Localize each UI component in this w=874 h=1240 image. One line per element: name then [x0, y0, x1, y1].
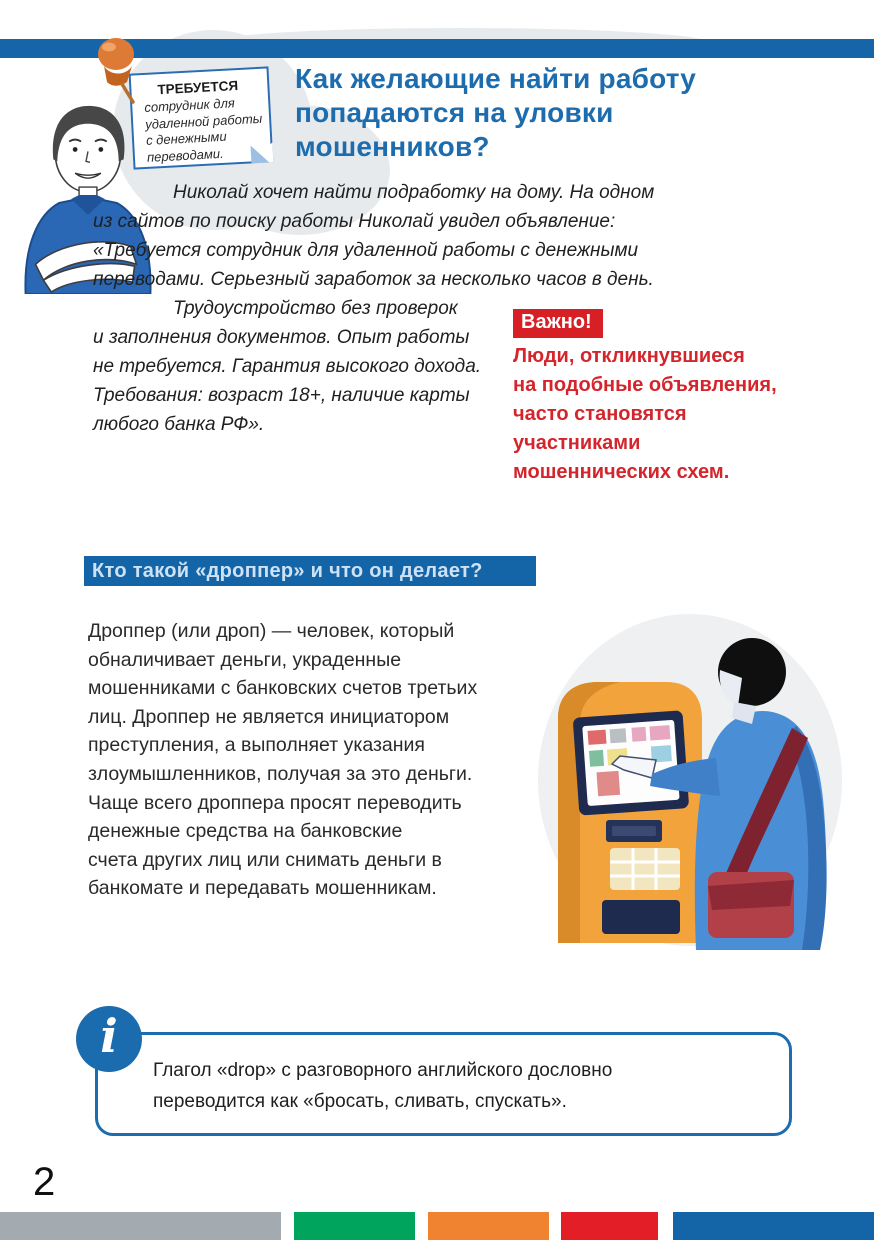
- dropper-line: Дроппер (или дроп) — человек, который: [88, 620, 455, 642]
- story-line: Николай хочет найти подработку на дому. На одном: [173, 182, 655, 203]
- pushpin-icon: [92, 36, 142, 110]
- dropper-line: денежные средства на банковские: [88, 820, 403, 843]
- info-line: переводится как «бросать, сливать, спускать».: [153, 1091, 567, 1112]
- story-line: переводами. Серьезный заработок за несколько часов в день.: [93, 269, 654, 290]
- page-number: 2: [33, 1160, 56, 1204]
- story-line: и заполнения документов. Опыт работы: [93, 327, 470, 348]
- page-title-line: попадаются на уловки: [295, 97, 614, 128]
- info-icon-glyph: i: [100, 1009, 118, 1063]
- section-heading: Кто такой «дроппер» и что он делает?: [92, 559, 483, 582]
- page-title-line: Как желающие найти работу: [295, 63, 697, 94]
- note-line: переводами.: [146, 145, 224, 165]
- important-line: мошеннических схем.: [513, 461, 730, 483]
- important-text: [513, 342, 777, 487]
- footer-bar-red: [561, 1212, 658, 1240]
- footer-bar-orange: [428, 1212, 549, 1240]
- important-badge: Важно!: [513, 309, 603, 338]
- story-line: любого банка РФ».: [93, 414, 265, 435]
- footer-bar-gray: [0, 1212, 281, 1240]
- note-line: удаленной работы: [144, 110, 263, 132]
- note-heading: ТРЕБУЕТСЯ: [157, 78, 239, 98]
- dropper-line: обналичивает деньги, украденные: [88, 648, 402, 671]
- dropper-line: злоумышленников, получая за это деньги.: [88, 762, 473, 785]
- story-line: «Требуется сотрудник для удаленной работы с денежными: [93, 240, 639, 261]
- story-line: Требования: возраст 18+, наличие карты: [93, 385, 470, 406]
- dropper-line: банкомате и передавать мошенникам.: [88, 877, 437, 900]
- page-title-line: мошенников?: [295, 131, 490, 162]
- story-line: из сайтов по поиску работы Николай увидел объявление:: [93, 211, 616, 232]
- dropper-line: лиц. Дроппер не является инициатором: [88, 705, 450, 728]
- story-line: Трудоустройство без проверок: [173, 298, 458, 319]
- job-ad-sticky-note: [129, 66, 274, 169]
- page-title: [295, 62, 696, 164]
- atm-illustration: [500, 588, 874, 950]
- footer-bar-green: [294, 1212, 415, 1240]
- info-icon: [76, 1006, 142, 1072]
- important-line: Люди, откликнувшиеся: [513, 345, 745, 367]
- footer-bar-blue: [673, 1212, 874, 1240]
- important-line: участниками: [513, 432, 641, 454]
- dropper-line: мошенниками с банковских счетов третьих: [88, 677, 478, 700]
- important-line: на подобные объявления,: [513, 374, 777, 396]
- note-line: с денежными: [145, 128, 227, 148]
- dropper-paragraph: [88, 617, 477, 903]
- note-folded-corner: [252, 142, 273, 163]
- important-line: часто становятся: [513, 403, 687, 425]
- dropper-line: Чаще всего дроппера просят переводить: [88, 791, 462, 814]
- section-banner: [84, 556, 536, 586]
- story-line: не требуется. Гарантия высокого дохода.: [93, 356, 482, 377]
- info-box: [95, 1032, 792, 1136]
- dropper-line: преступления, а выполняет указания: [88, 734, 425, 757]
- note-line: сотрудник для: [143, 95, 236, 115]
- dropper-line: счета других лиц или снимать деньги в: [88, 848, 442, 871]
- info-line: Глагол «drop» с разговорного английского дословно: [153, 1060, 613, 1081]
